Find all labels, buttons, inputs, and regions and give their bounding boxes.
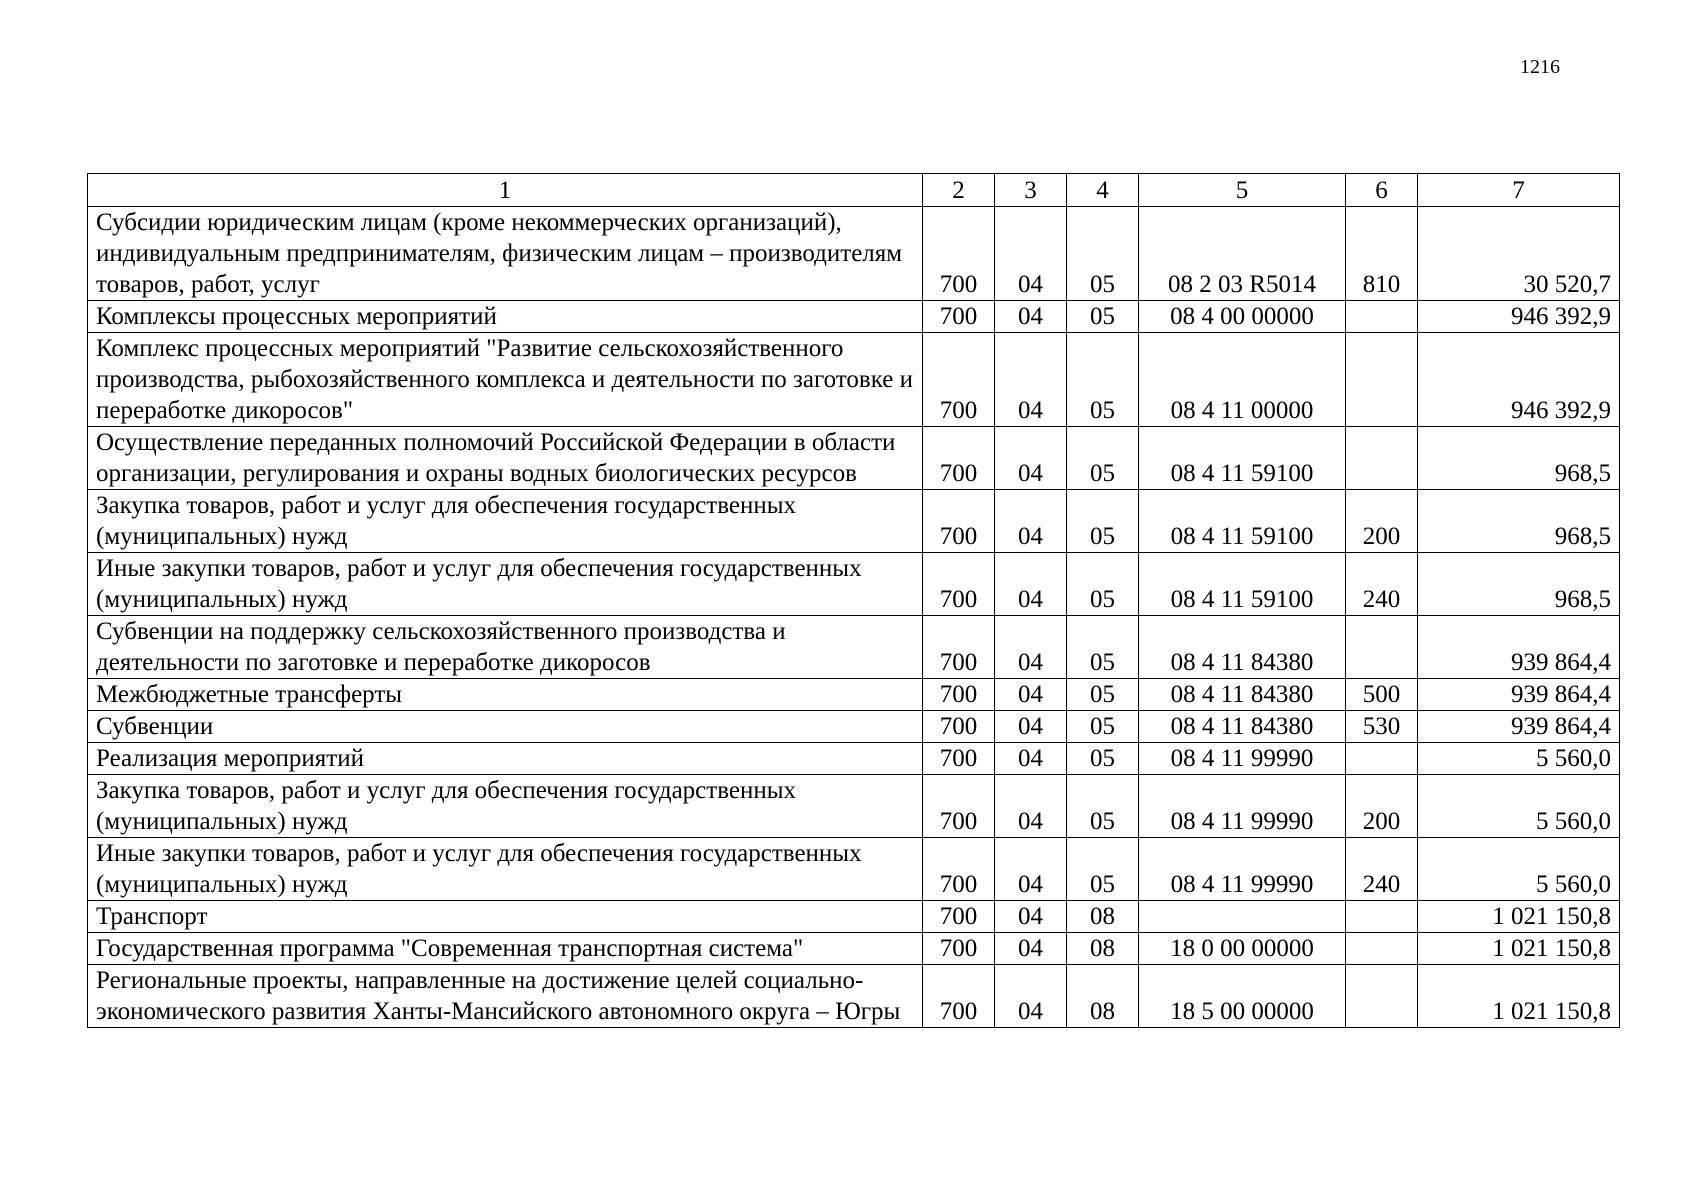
code-cell: 700 xyxy=(923,333,995,427)
amount-cell: 968,5 xyxy=(1418,427,1620,490)
subsection-cell: 05 xyxy=(1067,427,1139,490)
target-article-cell xyxy=(1139,901,1346,933)
table-row xyxy=(88,965,1620,1028)
expense-type-cell xyxy=(1346,616,1418,679)
subsection-cell: 08 xyxy=(1067,965,1139,1028)
row-name-cell: Субвенции xyxy=(88,711,923,743)
amount-cell: 1 021 150,8 xyxy=(1418,933,1620,965)
section-cell: 04 xyxy=(995,743,1067,775)
amount-cell: 939 864,4 xyxy=(1418,711,1620,743)
subsection-cell: 05 xyxy=(1067,207,1139,301)
code-cell: 700 xyxy=(923,901,995,933)
amount-cell: 968,5 xyxy=(1418,490,1620,553)
section-cell: 04 xyxy=(995,711,1067,743)
column-header: 5 xyxy=(1139,174,1346,207)
table-row xyxy=(88,711,1620,743)
amount-cell: 5 560,0 xyxy=(1418,743,1620,775)
column-header: 7 xyxy=(1418,174,1620,207)
expense-type-cell: 530 xyxy=(1346,711,1418,743)
subsection-cell: 08 xyxy=(1067,901,1139,933)
subsection-cell: 08 xyxy=(1067,933,1139,965)
expense-type-cell xyxy=(1346,743,1418,775)
code-cell: 700 xyxy=(923,427,995,490)
budget-table xyxy=(87,173,1620,1028)
expense-type-cell xyxy=(1346,427,1418,490)
table-row xyxy=(88,490,1620,553)
target-article-cell: 08 4 11 99990 xyxy=(1139,775,1346,838)
amount-cell: 939 864,4 xyxy=(1418,616,1620,679)
code-cell: 700 xyxy=(923,553,995,616)
row-name-cell: Закупка товаров, работ и услуг для обеспечения государственных (муниципальных) нужд xyxy=(88,490,923,553)
expense-type-cell xyxy=(1346,965,1418,1028)
code-cell: 700 xyxy=(923,679,995,711)
target-article-cell: 18 0 00 00000 xyxy=(1139,933,1346,965)
section-cell: 04 xyxy=(995,490,1067,553)
expense-type-cell xyxy=(1346,333,1418,427)
amount-cell: 1 021 150,8 xyxy=(1418,901,1620,933)
row-name-cell: Межбюджетные трансферты xyxy=(88,679,923,711)
amount-cell: 1 021 150,8 xyxy=(1418,965,1620,1028)
page-number: 1216 xyxy=(1520,56,1560,78)
target-article-cell: 08 4 11 99990 xyxy=(1139,838,1346,901)
amount-cell: 5 560,0 xyxy=(1418,838,1620,901)
target-article-cell: 18 5 00 00000 xyxy=(1139,965,1346,1028)
subsection-cell: 05 xyxy=(1067,333,1139,427)
table-row xyxy=(88,838,1620,901)
table-row xyxy=(88,743,1620,775)
target-article-cell: 08 4 11 99990 xyxy=(1139,743,1346,775)
subsection-cell: 05 xyxy=(1067,775,1139,838)
target-article-cell: 08 4 11 84380 xyxy=(1139,616,1346,679)
table-row xyxy=(88,901,1620,933)
column-header: 4 xyxy=(1067,174,1139,207)
table-row xyxy=(88,679,1620,711)
target-article-cell: 08 2 03 R5014 xyxy=(1139,207,1346,301)
section-cell: 04 xyxy=(995,965,1067,1028)
code-cell: 700 xyxy=(923,775,995,838)
row-name-cell: Комплекс процессных мероприятий "Развитие сельскохозяйственного производства, рыбохозяйственного комплекса и деятельности по заготовке и переработке дикоросов" xyxy=(88,333,923,427)
expense-type-cell: 810 xyxy=(1346,207,1418,301)
amount-cell: 30 520,7 xyxy=(1418,207,1620,301)
subsection-cell: 05 xyxy=(1067,679,1139,711)
row-name-cell: Комплексы процессных мероприятий xyxy=(88,301,923,333)
row-name-cell: Государственная программа "Современная транспортная система" xyxy=(88,933,923,965)
expense-type-cell xyxy=(1346,901,1418,933)
subsection-cell: 05 xyxy=(1067,553,1139,616)
row-name-cell: Иные закупки товаров, работ и услуг для обеспечения государственных (муниципальных) нужд xyxy=(88,838,923,901)
subsection-cell: 05 xyxy=(1067,301,1139,333)
section-cell: 04 xyxy=(995,775,1067,838)
table-row xyxy=(88,427,1620,490)
code-cell: 700 xyxy=(923,490,995,553)
section-cell: 04 xyxy=(995,679,1067,711)
expense-type-cell xyxy=(1346,301,1418,333)
code-cell: 700 xyxy=(923,711,995,743)
section-cell: 04 xyxy=(995,553,1067,616)
expense-type-cell: 240 xyxy=(1346,838,1418,901)
row-name-cell: Транспорт xyxy=(88,901,923,933)
target-article-cell: 08 4 11 00000 xyxy=(1139,333,1346,427)
amount-cell: 946 392,9 xyxy=(1418,333,1620,427)
expense-type-cell: 200 xyxy=(1346,490,1418,553)
table-row xyxy=(88,933,1620,965)
subsection-cell: 05 xyxy=(1067,838,1139,901)
table-header-row xyxy=(88,174,1620,207)
target-article-cell: 08 4 11 84380 xyxy=(1139,679,1346,711)
expense-type-cell xyxy=(1346,933,1418,965)
code-cell: 700 xyxy=(923,616,995,679)
section-cell: 04 xyxy=(995,427,1067,490)
section-cell: 04 xyxy=(995,207,1067,301)
target-article-cell: 08 4 11 59100 xyxy=(1139,553,1346,616)
amount-cell: 5 560,0 xyxy=(1418,775,1620,838)
subsection-cell: 05 xyxy=(1067,711,1139,743)
section-cell: 04 xyxy=(995,616,1067,679)
target-article-cell: 08 4 11 84380 xyxy=(1139,711,1346,743)
section-cell: 04 xyxy=(995,838,1067,901)
code-cell: 700 xyxy=(923,965,995,1028)
table-row xyxy=(88,775,1620,838)
table-row xyxy=(88,553,1620,616)
expense-type-cell: 500 xyxy=(1346,679,1418,711)
section-cell: 04 xyxy=(995,333,1067,427)
subsection-cell: 05 xyxy=(1067,743,1139,775)
code-cell: 700 xyxy=(923,933,995,965)
target-article-cell: 08 4 11 59100 xyxy=(1139,490,1346,553)
code-cell: 700 xyxy=(923,301,995,333)
column-header: 3 xyxy=(995,174,1067,207)
amount-cell: 946 392,9 xyxy=(1418,301,1620,333)
column-header: 2 xyxy=(923,174,995,207)
table-row xyxy=(88,616,1620,679)
section-cell: 04 xyxy=(995,933,1067,965)
expense-type-cell: 240 xyxy=(1346,553,1418,616)
code-cell: 700 xyxy=(923,743,995,775)
table-body xyxy=(88,207,1620,1028)
column-header: 1 xyxy=(88,174,923,207)
section-cell: 04 xyxy=(995,901,1067,933)
section-cell: 04 xyxy=(995,301,1067,333)
expense-type-cell: 200 xyxy=(1346,775,1418,838)
subsection-cell: 05 xyxy=(1067,616,1139,679)
table-row xyxy=(88,301,1620,333)
row-name-cell: Реализация мероприятий xyxy=(88,743,923,775)
target-article-cell: 08 4 11 59100 xyxy=(1139,427,1346,490)
amount-cell: 939 864,4 xyxy=(1418,679,1620,711)
row-name-cell: Субвенции на поддержку сельскохозяйственного производства и деятельности по заготовке и переработке дикоросов xyxy=(88,616,923,679)
row-name-cell: Субсидии юридическим лицам (кроме некоммерческих организаций), индивидуальным предпринимателям, физическим лицам – производителям товаров, работ, услуг xyxy=(88,207,923,301)
table-row xyxy=(88,207,1620,301)
row-name-cell: Закупка товаров, работ и услуг для обеспечения государственных (муниципальных) нужд xyxy=(88,775,923,838)
target-article-cell: 08 4 00 00000 xyxy=(1139,301,1346,333)
row-name-cell: Региональные проекты, направленные на достижение целей социально-экономического развития Ханты-Мансийского автономного округа – Югры xyxy=(88,965,923,1028)
subsection-cell: 05 xyxy=(1067,490,1139,553)
column-header: 6 xyxy=(1346,174,1418,207)
row-name-cell: Осуществление переданных полномочий Российской Федерации в области организации, регулирования и охраны водных биологических ресурсов xyxy=(88,427,923,490)
table-row xyxy=(88,333,1620,427)
row-name-cell: Иные закупки товаров, работ и услуг для обеспечения государственных (муниципальных) нужд xyxy=(88,553,923,616)
code-cell: 700 xyxy=(923,207,995,301)
amount-cell: 968,5 xyxy=(1418,553,1620,616)
code-cell: 700 xyxy=(923,838,995,901)
